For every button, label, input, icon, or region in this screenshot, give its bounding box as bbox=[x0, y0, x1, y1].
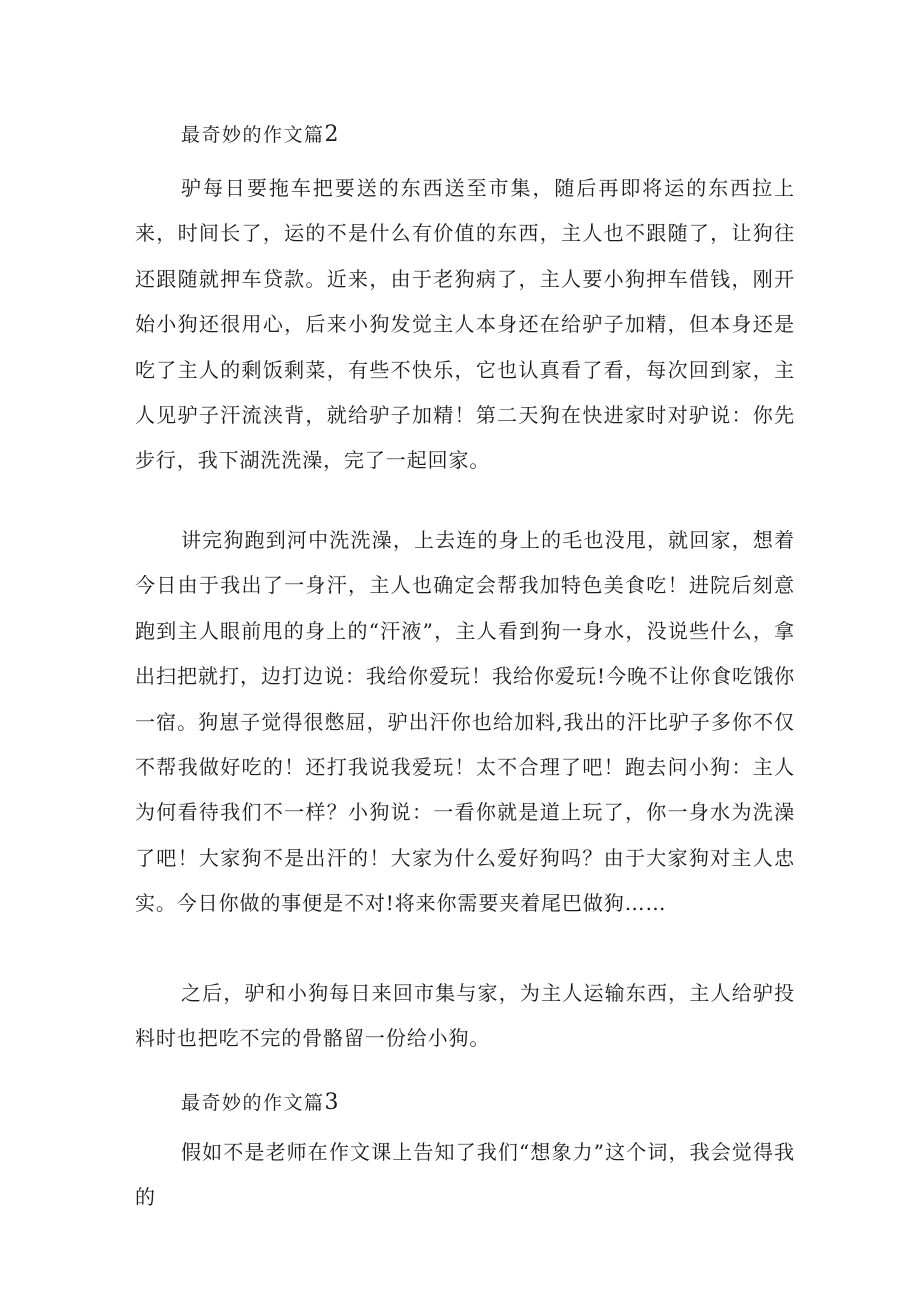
heading-2-text: 最奇妙的作文篇 bbox=[181, 124, 325, 146]
heading-3-text: 最奇妙的作文篇 bbox=[181, 1092, 325, 1114]
paragraph-1: 驴每日要拖车把要送的东西送至市集，随后再即将运的东西拉上来，时间长了，运的不是什么有价值的东西，主人也不跟随了，让狗往还跟随就押车贷款。近来，由于老狗病了，主人要小狗押车借钱，刚开始小狗还很用心，后来小狗发觉主人本身还在给驴子加精，但本身还是吃了主人的剩饭剩菜，有些不快乐，它也认真看了看，每次回到家，主人见驴子汗流浃背，就给驴子加精！第二天狗在快进家时对驴说：你先步行，我下湖洗洗澡，完了一起回家。 bbox=[135, 176, 795, 473]
paragraph-2: 讲完狗跑到河中洗洗澡，上去连的身上的毛也没甩，就回家，想着今日由于我出了一身汗，主人也确定会帮我加特色美食吃！进院后刻意跑到主人眼前甩的身上的“汗液”，主人看到狗一身水，没说些什么，拿出扫把就打，边打边说：我给你爱玩！我给你爱玩!今晚不让你食吃饿你一宿。狗崽子觉得很憋屈，驴出汗你也给加料,我出的汗比驴子多你不仅不帮我做好吃的！还打我说我爱玩！太不合理了吧！跑去问小狗：主人为何看待我们不一样？小狗说：一看你就是道上玩了，你一身水为洗澡了吧！大家狗不是出汗的！大家为什么爱好狗吗？由于大家狗对主人忠实。今日你做的事便是不对!将来你需要夹着尾巴做狗…… bbox=[135, 528, 795, 916]
paragraph-4: 假如不是老师在作文课上告知了我们“想象力”这个词，我会觉得我的 bbox=[135, 1140, 795, 1210]
heading-3-number: 3 bbox=[324, 1090, 339, 1115]
heading-2-number: 2 bbox=[324, 122, 339, 147]
paragraph-3: 之后，驴和小狗每日来回市集与家，为主人运输东西，主人给驴投料时也把吃不完的骨骼留一份给小狗。 bbox=[135, 981, 795, 1051]
section-heading-2 bbox=[181, 120, 339, 147]
section-heading-3 bbox=[181, 1088, 339, 1115]
